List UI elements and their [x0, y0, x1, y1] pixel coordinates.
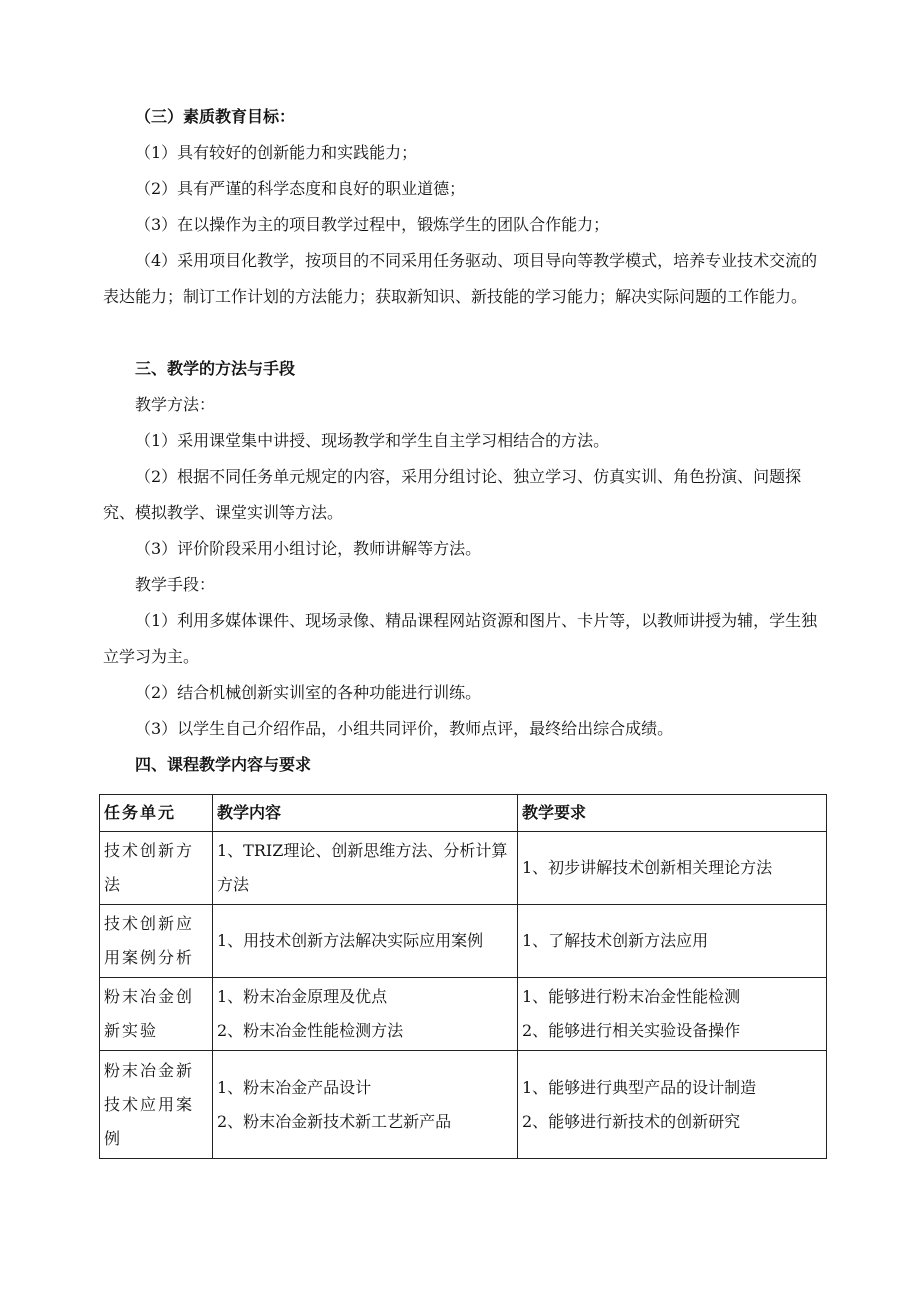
- content-cell: [213, 978, 518, 1051]
- requirement-line: 2、能够进行相关实验设备操作: [522, 1021, 741, 1040]
- unit-cell: 粉末冶金新技术应用案例: [100, 1051, 213, 1159]
- requirement-cell: [518, 832, 827, 905]
- content-cell: [213, 905, 518, 978]
- requirement-line: 1、初步讲解技术创新相关理论方法: [522, 858, 773, 877]
- header-unit: 任务单元: [100, 795, 213, 832]
- content-line: 1、粉末冶金产品设计: [217, 1077, 372, 1097]
- quality-item: （2）具有严谨的科学态度和良好的职业道德；: [135, 179, 466, 198]
- methods-item: （1）采用课堂集中讲授、现场教学和学生自主学习相结合的方法。: [135, 431, 610, 450]
- quality-item: （4）采用项目化教学，按项目的不同采用任务驱动、项目导向等教学模式，培养专业技术交流的表达能力；制订工作计划的方法能力；获取新知识、新技能的学习能力；解决实际问题的工作能力。: [103, 251, 818, 306]
- methods-item: （3）评价阶段采用小组讨论，教师讲解等方法。: [135, 539, 482, 558]
- means-item: （2）结合机械创新实训室的各种功能进行训练。: [135, 683, 482, 702]
- content-line: 1、粉末冶金原理及优点: [217, 987, 388, 1006]
- methods-label: 教学方法：: [135, 395, 216, 414]
- requirement-cell: [518, 905, 827, 978]
- content-line: 1、TRIZ理论、创新思维方法、分析计算方法: [217, 841, 508, 894]
- means-label: 教学手段：: [135, 575, 216, 594]
- content-heading: 四、课程教学内容与要求: [135, 755, 312, 774]
- quality-item: （3）在以操作为主的项目教学过程中，锻炼学生的团队合作能力；: [135, 215, 610, 234]
- unit-cell: 技术创新方法: [100, 832, 213, 905]
- requirement-line: 1、了解技术创新方法应用: [522, 931, 709, 950]
- content-line: 2、粉末冶金性能检测方法: [217, 1021, 404, 1040]
- table-row: [100, 905, 827, 978]
- table-row: [100, 832, 827, 905]
- content-cell: [213, 1051, 518, 1159]
- table-row: [100, 978, 827, 1051]
- requirement-cell: [518, 978, 827, 1051]
- content-line: 2、粉末冶金新技术新工艺新产品: [217, 1111, 452, 1131]
- requirement-line: 1、能够进行典型产品的设计制造: [522, 1077, 757, 1097]
- quality-item: （1）具有较好的创新能力和实践能力；: [135, 143, 418, 162]
- requirement-cell: [518, 1051, 827, 1159]
- requirement-line: 1、能够进行粉末冶金性能检测: [522, 987, 741, 1006]
- header-content: 教学内容: [213, 795, 518, 832]
- means-item: （3）以学生自己介绍作品，小组共同评价，教师点评，最终给出综合成绩。: [135, 719, 674, 738]
- header-requirement: 教学要求: [518, 795, 827, 832]
- means-item: （1）利用多媒体课件、现场录像、精品课程网站资源和图片、卡片等，以教师讲授为辅，学生独立学习为主。: [103, 611, 818, 666]
- content-cell: [213, 832, 518, 905]
- table-header-row: [100, 795, 827, 832]
- methods-heading: 三、教学的方法与手段: [135, 359, 296, 378]
- unit-cell: 粉末冶金创新实验: [100, 978, 213, 1051]
- quality-goals-heading: （三）素质教育目标：: [135, 107, 296, 126]
- methods-item: （2）根据不同任务单元规定的内容，采用分组讨论、独立学习、仿真实训、角色扮演、问题探究、模拟教学、课堂实训等方法。: [103, 467, 802, 522]
- course-content-table: [99, 794, 827, 1159]
- content-line: 1、用技术创新方法解决实际应用案例: [217, 931, 484, 950]
- requirement-line: 2、能够进行新技术的创新研究: [522, 1111, 741, 1131]
- unit-cell: 技术创新应用案例分析: [100, 905, 213, 978]
- table-row: [100, 1051, 827, 1159]
